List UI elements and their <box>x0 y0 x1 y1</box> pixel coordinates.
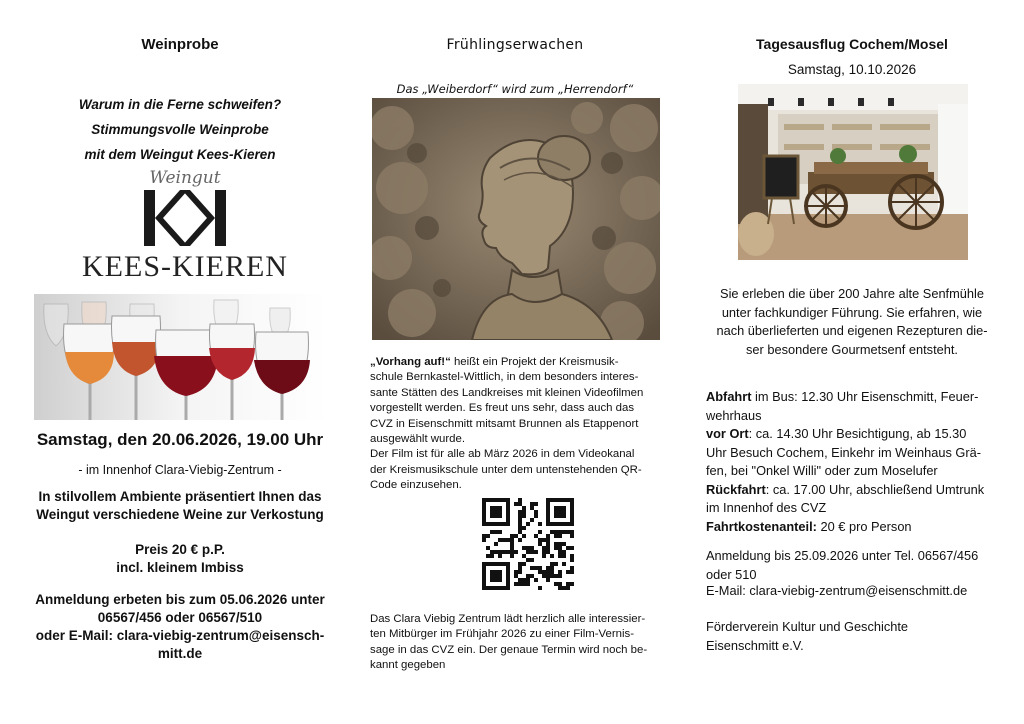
wine-glasses-photo <box>34 294 328 420</box>
text-line: fen, bei "Onkel Willi" oder zum Moselufer <box>706 463 938 478</box>
text-line: Eisenschmitt e.V. <box>706 637 804 653</box>
kosten-entry <box>706 518 1004 537</box>
description-line: In stilvollem Ambiente präsentiert Ihnen das <box>38 489 322 504</box>
contact-line: Anmeldung erbeten bis zum 05.06.2026 unter <box>35 592 325 607</box>
fruehling-column <box>360 0 670 724</box>
contact-line: mitt.de <box>157 646 203 661</box>
abfahrt-entry <box>706 388 1004 425</box>
weinprobe-contact <box>20 591 340 663</box>
qr-code-icon[interactable] <box>482 498 574 590</box>
text-line: Förderverein Kultur und Geschichte <box>706 619 909 634</box>
text-line: schule Bernkastel-Wittlich, in dem besonders interes- <box>370 371 639 384</box>
description-line: Weingut verschiedene Weine zur Verkostung <box>36 507 324 522</box>
price-line: incl. kleinem Imbiss <box>116 560 244 575</box>
rueckfahrt-label: Rückfahrt <box>706 481 766 497</box>
ausflug-title: Tagesausflug Cochem/Mosel <box>756 36 948 52</box>
text-line: Uhr Besuch Cochem, Einkehr im Weinhaus Grä- <box>706 444 982 460</box>
description-line: nach überlieferten und eigenen Rezepturen die- <box>716 323 988 338</box>
ausflug-description <box>700 285 1004 359</box>
ausflug-column <box>700 0 1004 724</box>
relief-caption: Das „Weiberdorf“ wird zum „Herrendorf“ <box>396 82 634 96</box>
text-line: der Kreismusikschule unter dem untenstehenden QR- <box>370 463 642 476</box>
text-line: ausgewählt wurde. <box>370 433 465 446</box>
vorort-label: vor Ort <box>706 426 749 441</box>
text-line: : ca. 14.30 Uhr Besichtigung, ab 15.30 <box>748 426 967 441</box>
text-line: CVZ in Eisenschmitt mitsamt Brunnen als Etappenort <box>370 417 639 430</box>
text-line: ten Mitbürger im Frühjahr 2026 zu einer Film-Vernis- <box>370 628 634 641</box>
vorort-entry <box>706 425 1004 481</box>
fruehling-body <box>370 355 662 494</box>
text-line: Der Film ist für alle ab März 2026 in dem Videokanal <box>370 448 635 461</box>
kosten-value: 20 € pro Person <box>816 518 912 534</box>
text-line: Code einzusehen. <box>370 479 462 492</box>
kosten-label: Fahrtkostenanteil: <box>706 518 817 534</box>
weinprobe-column <box>20 0 340 724</box>
description-line: ser besondere Gourmetsenf entsteht. <box>746 341 958 357</box>
logo-script-text: Weingut <box>149 168 221 188</box>
fruehling-footer <box>370 612 662 674</box>
bronze-relief-photo <box>372 98 660 340</box>
intro-line: mit dem Weingut Kees-Kieren <box>84 147 276 162</box>
organizer <box>706 618 1004 655</box>
weinprobe-description <box>20 488 340 524</box>
senfmuehle-photo <box>738 84 968 260</box>
text-line: Anmeldung bis 25.09.2026 unter Tel. 06567/456 <box>706 548 979 563</box>
text-line: im Bus: 12.30 Uhr Eisenschmitt, Feuer- <box>751 389 979 404</box>
paragraph <box>370 447 662 493</box>
intro-line: Stimmungsvolle Weinprobe <box>91 122 269 137</box>
weinprobe-price <box>20 541 340 577</box>
text-line: wehrhaus <box>706 407 762 423</box>
weinprobe-date: Samstag, den 20.06.2026, 19.00 Uhr <box>36 430 324 449</box>
text-line: : ca. 17.00 Uhr, abschließend Umtrunk <box>765 481 985 497</box>
description-line: unter fachkundiger Führung. Sie erfahren, wie <box>721 304 983 320</box>
contact-line: 06567/456 oder 06567/510 <box>97 610 263 625</box>
description-line: Sie erleben die über 200 Jahre alte Senfmühle <box>720 286 984 301</box>
kk-monogram-icon <box>70 186 300 248</box>
rueckfahrt-entry <box>706 481 1004 518</box>
weinprobe-title: Weinprobe <box>141 36 219 53</box>
kees-kieren-logo <box>70 168 300 290</box>
ausflug-date: Samstag, 10.10.2026 <box>787 62 917 77</box>
price-line: Preis 20 € p.P. <box>135 542 225 557</box>
text-line: sante Stätten des Landkreises mit kleinen Videofilmen <box>370 386 644 399</box>
paragraph <box>370 355 662 447</box>
ausflug-email[interactable]: E-Mail: clara-viebig-zentrum@eisenschmitt.de <box>706 583 968 598</box>
weinprobe-venue: - im Innenhof Clara-Viebig-Zentrum - <box>78 463 282 477</box>
weinprobe-intro <box>20 92 340 167</box>
ausflug-schedule <box>706 388 1004 536</box>
abfahrt-label: Abfahrt <box>706 389 752 404</box>
intro-line: Warum in die Ferne schweifen? <box>78 97 282 112</box>
logo-name: KEES-KIEREN <box>82 250 288 283</box>
text-line: sage in das CVZ ein. Der genaue Termin wird noch be- <box>370 643 648 656</box>
text-line: im Innenhof des CVZ <box>706 500 827 515</box>
project-name: „Vorhang auf!“ <box>370 356 451 368</box>
contact-line: oder E-Mail: clara-viebig-zentrum@eisensch- <box>35 628 325 643</box>
text-line: heißt ein Projekt der Kreismusik- <box>450 356 619 368</box>
text-line: oder 510 <box>706 566 757 582</box>
fruehling-title: Frühlingserwachen <box>446 37 584 53</box>
text-line: vorgestellt werden. Es freut uns sehr, dass auch das <box>370 402 635 415</box>
text-line: kannt gegeben <box>370 659 446 672</box>
ausflug-registration <box>706 547 1004 584</box>
text-line: Das Clara Viebig Zentrum lädt herzlich alle interessier- <box>370 613 646 625</box>
